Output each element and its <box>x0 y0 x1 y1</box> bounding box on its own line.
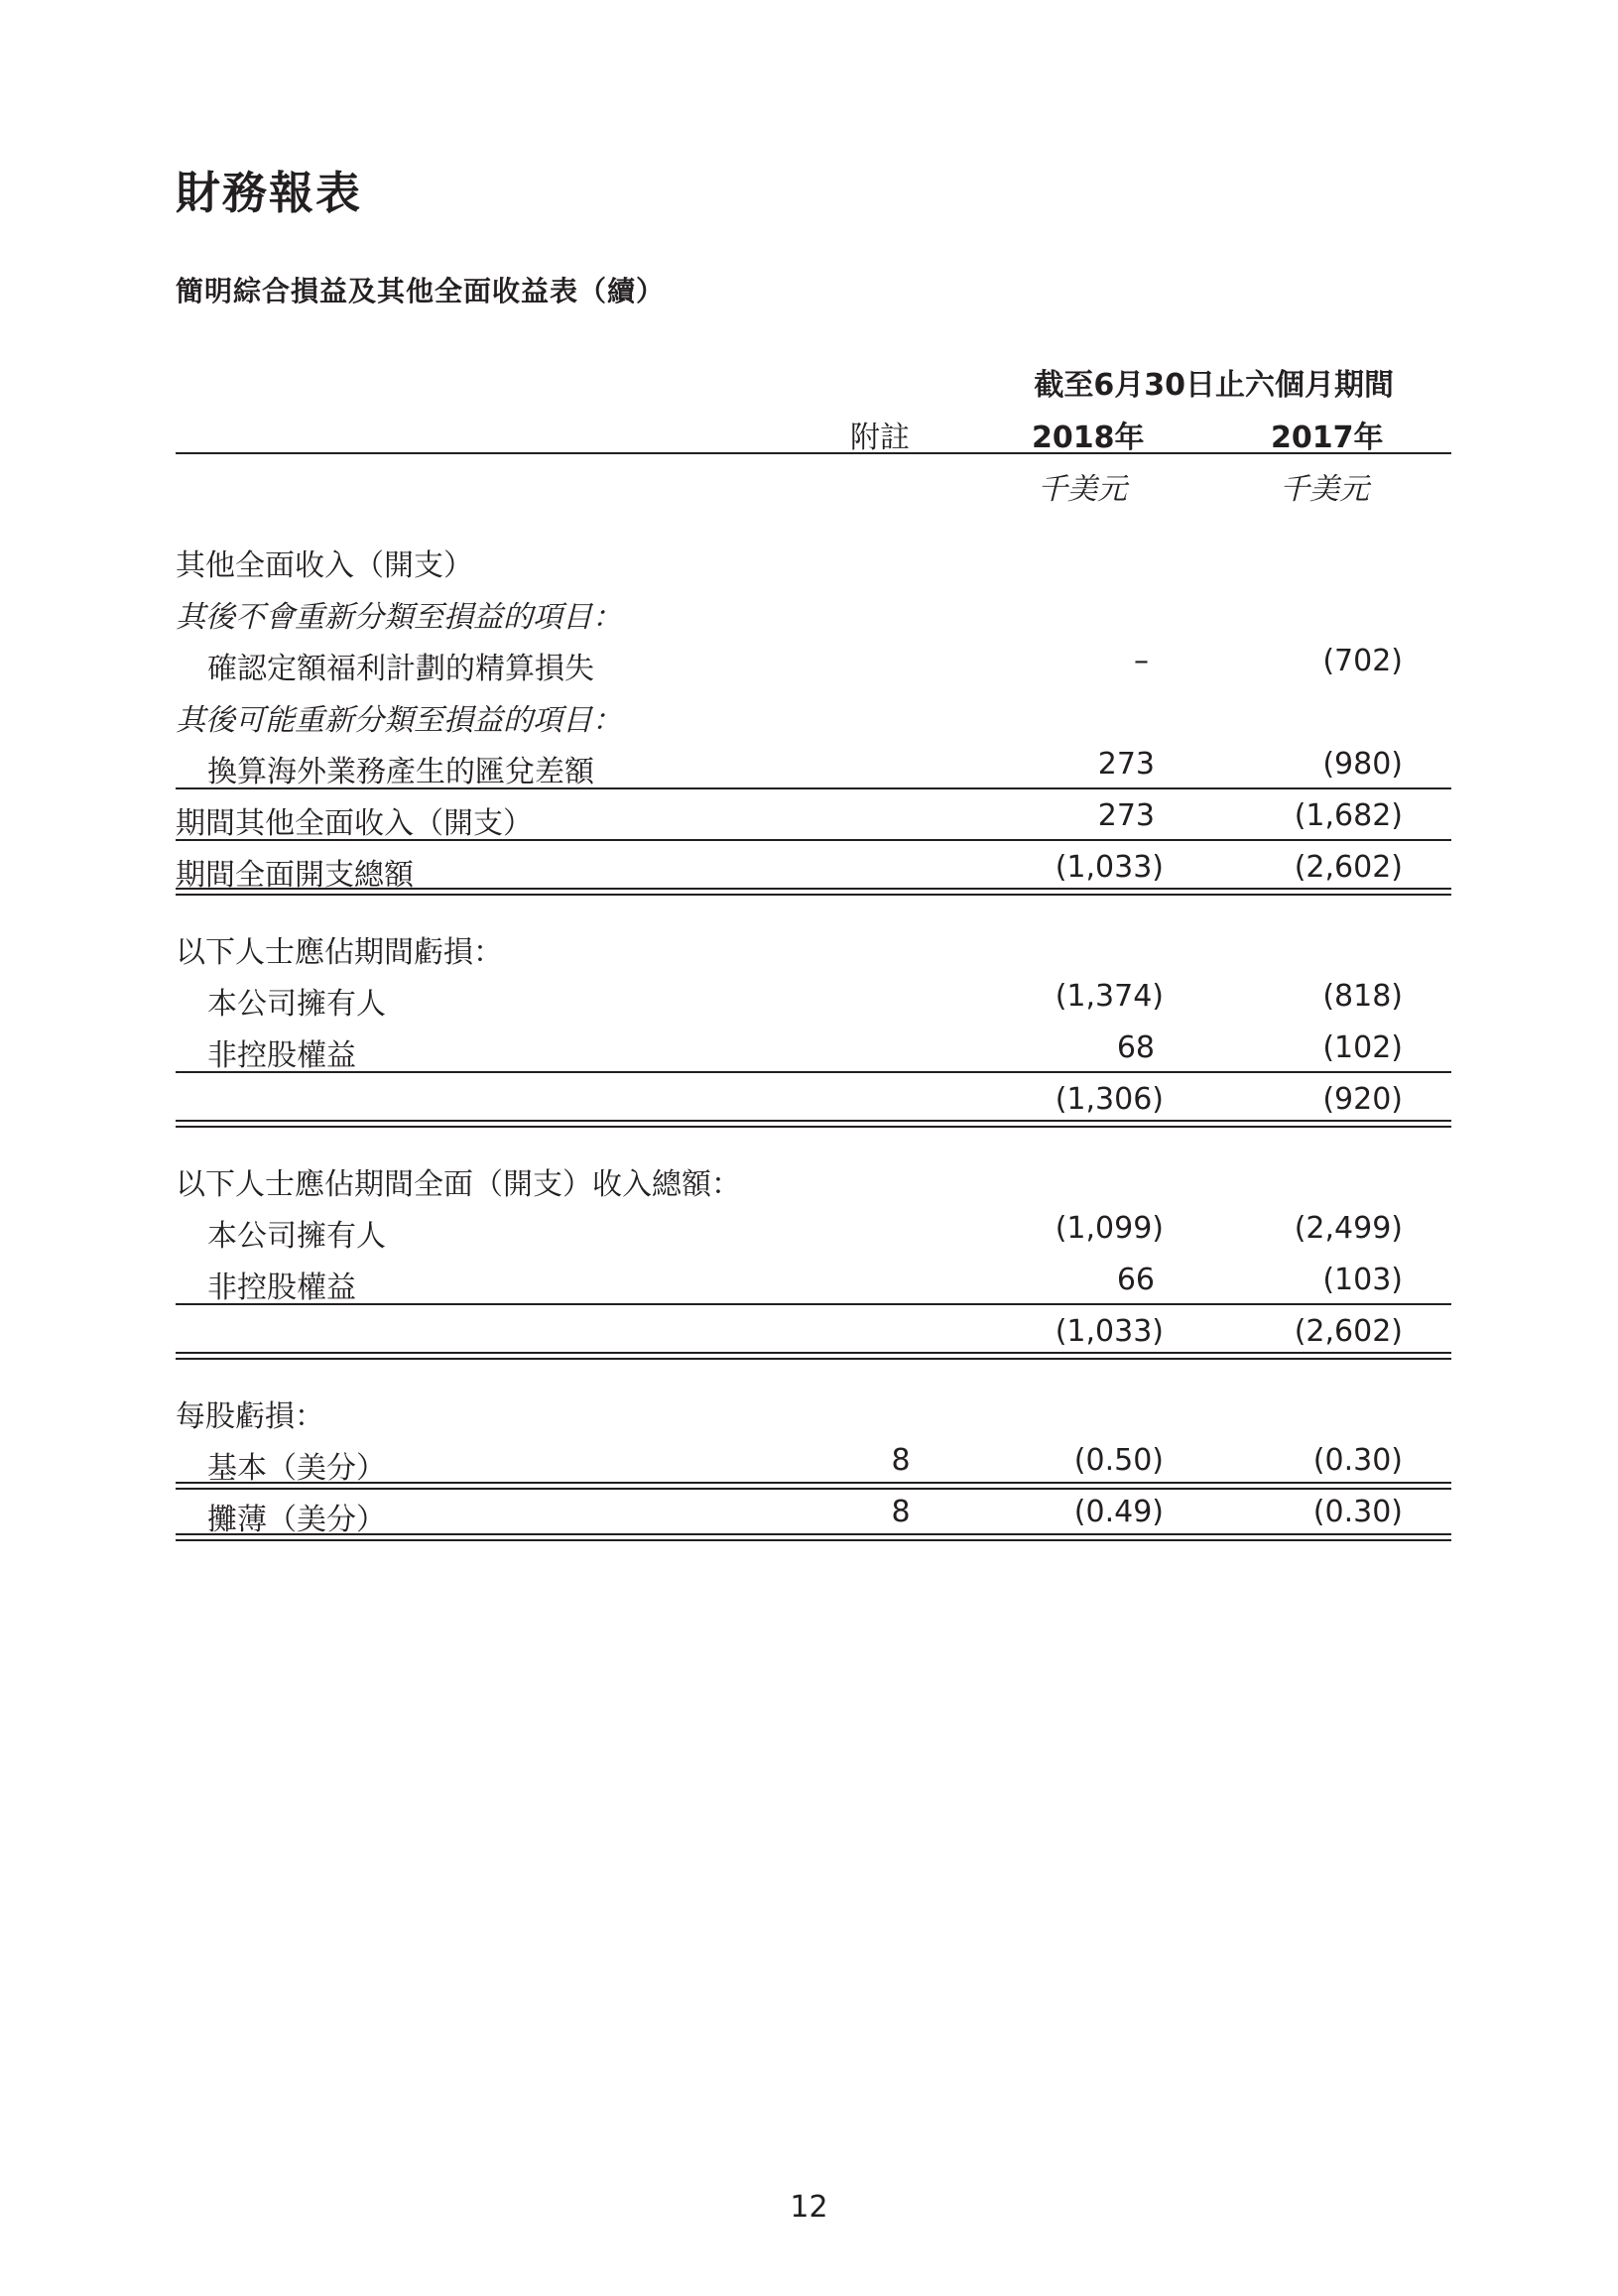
table-row <box>176 531 1451 582</box>
value-2017: (980) <box>1322 747 1403 782</box>
row-label: 以下人士應佔期間全面（開支）收入總額： <box>176 1167 741 1202</box>
col-2018-header: 2018年 <box>1032 421 1145 455</box>
table-row <box>176 1201 1451 1253</box>
total-double-rule <box>176 1352 1451 1360</box>
row-label: 其後可能重新分類至損益的項目： <box>176 703 622 738</box>
value-2017: (2,602) <box>1294 1314 1403 1349</box>
row-label: 本公司擁有人 <box>207 1219 386 1254</box>
row-label: 確認定額福利計劃的精算損失 <box>207 652 594 686</box>
period-header: 截至6月30日止六個月期間 <box>1034 368 1394 403</box>
note-ref: 8 <box>891 1495 911 1529</box>
page-title: 財務報表 <box>176 167 363 219</box>
value-2017: (103) <box>1322 1263 1403 1297</box>
table-row <box>176 1304 1451 1356</box>
header-rule <box>176 452 1451 454</box>
row-label: 基本（美分） <box>207 1451 386 1486</box>
table-row <box>176 1485 1451 1536</box>
row-label: 期間其他全面收入（開支） <box>176 806 533 841</box>
table-row <box>176 1382 1451 1433</box>
value-2017: (702) <box>1322 644 1403 678</box>
row-label: 其後不會重新分類至損益的項目： <box>176 600 622 635</box>
table-row <box>176 737 1451 788</box>
row-label: 非控股權益 <box>207 1270 356 1305</box>
note-column-header: 附註 <box>850 421 910 455</box>
value-2017: (102) <box>1322 1030 1403 1065</box>
row-label: 其他全面收入（開支） <box>176 548 473 583</box>
value-2018: (1,033) <box>1055 1314 1164 1349</box>
table-row <box>176 1433 1451 1485</box>
col-2017-header: 2017年 <box>1271 421 1384 455</box>
value-2017: (2,602) <box>1294 850 1403 885</box>
value-2018: (0.50) <box>1073 1443 1164 1478</box>
table-row <box>176 582 1451 634</box>
value-2018: 273 <box>1097 798 1155 833</box>
row-label: 以下人士應佔期間虧損： <box>176 935 503 970</box>
row-label: 期間全面開支總額 <box>176 858 414 893</box>
value-2018: 68 <box>1116 1030 1155 1065</box>
value-2018: (1,033) <box>1055 850 1164 885</box>
value-2017: (2,499) <box>1294 1211 1403 1246</box>
total-double-rule <box>176 1120 1451 1128</box>
total-double-rule <box>176 888 1451 896</box>
value-2018: (0.49) <box>1073 1495 1164 1529</box>
note-ref: 8 <box>891 1443 911 1478</box>
col-2018-unit: 千美元 <box>1038 472 1127 507</box>
value-2018: 66 <box>1116 1263 1155 1297</box>
value-2017: (818) <box>1322 979 1403 1014</box>
statement-subtitle: 簡明綜合損益及其他全面收益表（續） <box>176 275 666 307</box>
row-label: 本公司擁有人 <box>207 987 386 1022</box>
row-label: 換算海外業務產生的匯兌差額 <box>207 755 594 789</box>
table-row <box>176 1253 1451 1304</box>
value-2017: (0.30) <box>1312 1443 1403 1478</box>
value-2017: (920) <box>1322 1082 1403 1117</box>
table-row <box>176 634 1451 685</box>
value-2018: (1,306) <box>1055 1082 1164 1117</box>
table-row <box>176 917 1451 969</box>
table-row <box>176 1021 1451 1072</box>
value-2017: (0.30) <box>1312 1495 1403 1529</box>
table-row <box>176 840 1451 892</box>
row-label: 非控股權益 <box>207 1038 356 1073</box>
table-row <box>176 969 1451 1021</box>
value-2018: (1,099) <box>1055 1211 1164 1246</box>
value-2018: 273 <box>1097 747 1155 782</box>
value-2018: – <box>1134 644 1149 678</box>
table-row <box>176 1072 1451 1124</box>
table-row <box>176 685 1451 737</box>
total-double-rule <box>176 1533 1451 1541</box>
table-row <box>176 1149 1451 1201</box>
col-2017-unit: 千美元 <box>1280 472 1369 507</box>
value-2017: (1,682) <box>1294 798 1403 833</box>
row-label: 每股虧損： <box>176 1399 324 1434</box>
row-label: 攤薄（美分） <box>207 1503 386 1537</box>
table-row <box>176 788 1451 840</box>
page-number: 12 <box>790 2190 828 2225</box>
value-2018: (1,374) <box>1055 979 1164 1014</box>
